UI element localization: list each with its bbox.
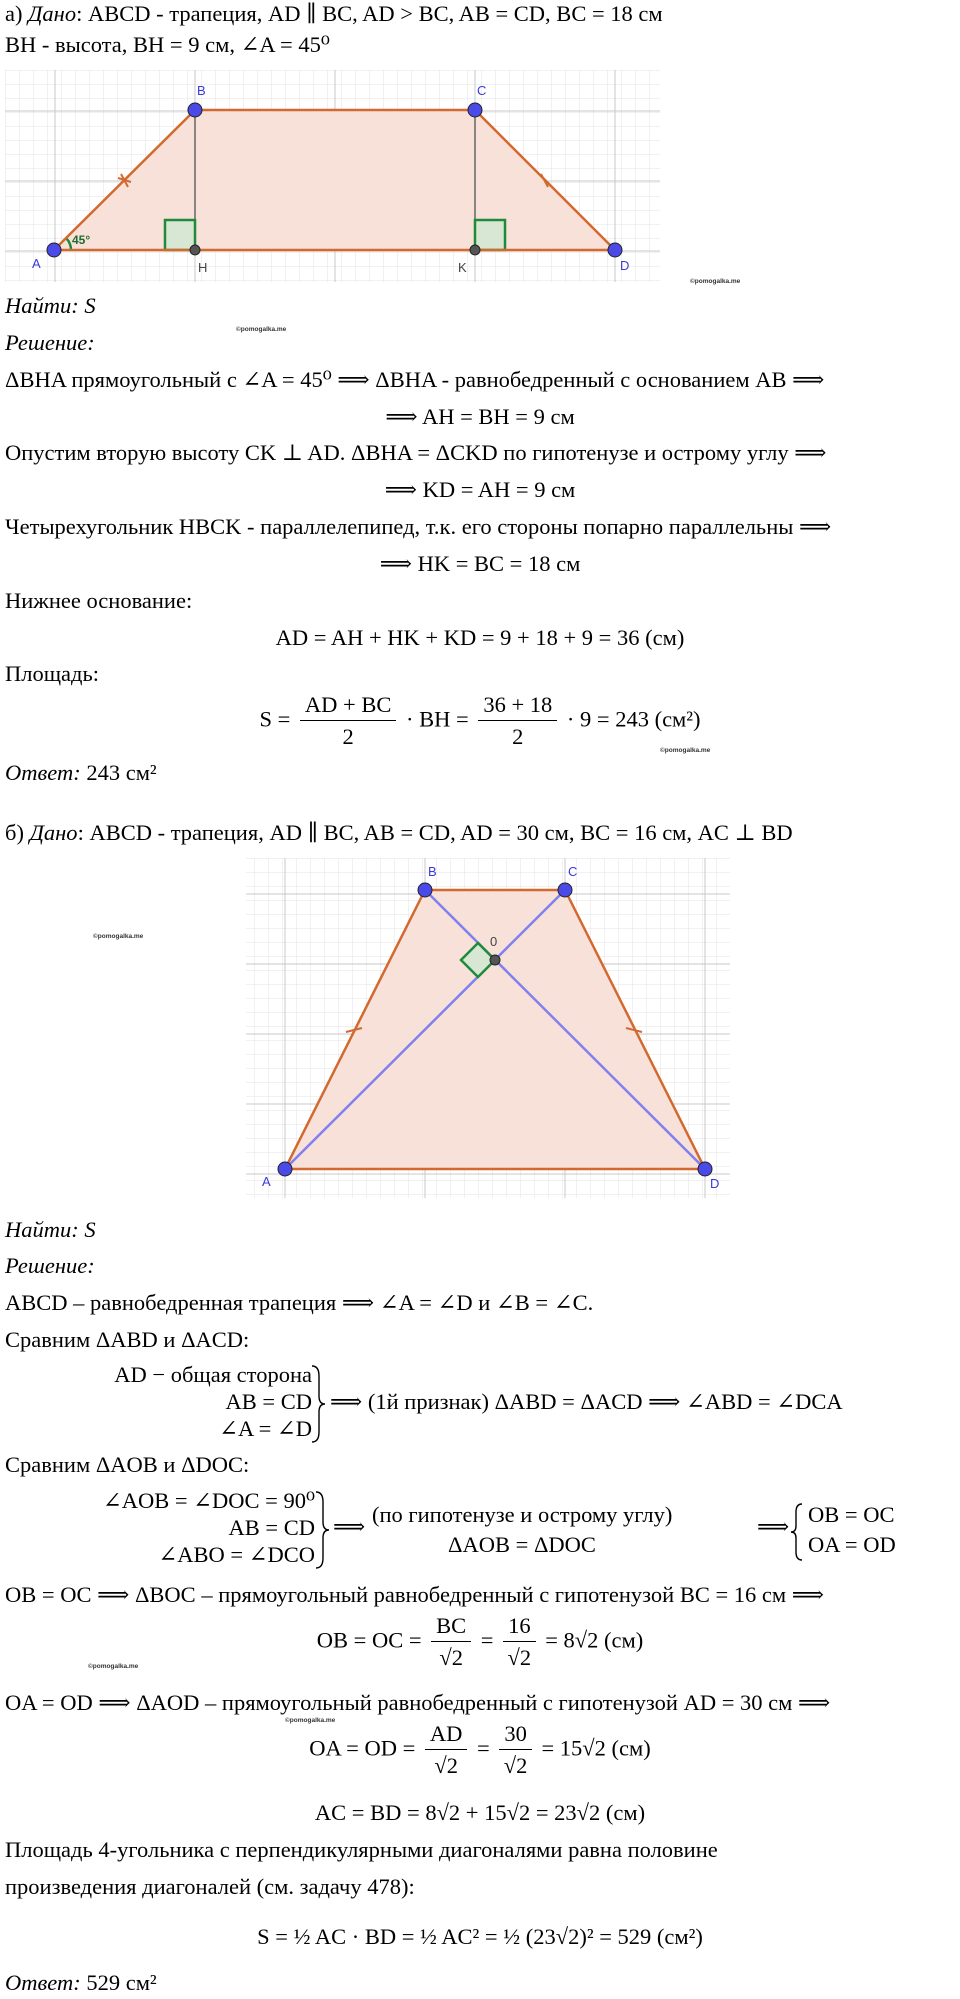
label-b-B: B <box>428 864 437 879</box>
watermark: ©pomogalka.me <box>236 326 287 333</box>
label-b-D: D <box>710 1176 720 1191</box>
ob-formula: OB = OC = $\frac{BC}{√2}$ = $\frac{16}{√2}$ = 8√2 (см) <box>316 1613 644 1670</box>
line-b-1: ABCD – равнобедренная трапеция ⟹ ∠A = ∠D и ∠B = ∠C. <box>5 1290 594 1315</box>
line-a-1: ΔBHA прямоугольный с ∠A = 45⁰ ⟹ ΔBHA - равнобедренный с основанием AB ⟹ <box>5 367 825 392</box>
given-a: а) Дано: ABCD - трапеция, AD ∥ BC, AD > BC, AB = CD, BC = 18 см <box>5 1 663 26</box>
label-b-A: A <box>262 1174 271 1189</box>
solution-b: Решение: <box>5 1253 95 1278</box>
system-2-res2: OA = OD <box>808 1532 896 1557</box>
ac-formula: AC = BD = 8√2 + 15√2 = 23√2 (см) <box>314 1800 646 1825</box>
system-1-result: ⟹ (1й признак) ΔABD = ΔACD ⟹ ∠ABD = ∠DCA <box>330 1389 843 1414</box>
label-a-angle: 45° <box>72 233 91 247</box>
watermark: ©pomogalka.me <box>285 1717 336 1724</box>
system-2-implies2: ⟹ <box>757 1514 790 1539</box>
solution-a: Решение: <box>5 330 95 355</box>
line-b-2: Сравним ΔABD и ΔACD: <box>5 1327 250 1352</box>
answer-b: Ответ: 529 см² <box>5 1970 157 1995</box>
system-2: ∠AOB = ∠DOC = 90⁰ AB = CD ∠ABO = ∠DCO <box>102 1488 315 1567</box>
answer-a: Ответ: 243 см² <box>5 760 157 785</box>
line-a-8: AD = AH + HK + KD = 9 + 18 + 9 = 36 (см) <box>275 625 685 650</box>
label-a-H: H <box>198 260 208 275</box>
system-1: AD − общая сторона AB = CD ∠A = ∠D <box>114 1362 312 1441</box>
figure-a <box>5 70 665 282</box>
system-2-implies: ⟹ <box>333 1514 366 1539</box>
label-a-B: B <box>197 83 206 98</box>
final-formula: S = ½ AC · BD = ½ AC² = ½ (23√2)² = 529 (см²) <box>257 1924 703 1949</box>
watermark: ©pomogalka.me <box>690 278 741 285</box>
line-a-4: ⟹ KD = AH = 9 см <box>384 477 576 502</box>
brace-right <box>314 1490 330 1570</box>
brace-right <box>310 1364 326 1444</box>
label-a-A: A <box>32 256 41 271</box>
line-b-5: OA = OD ⟹ ΔAOD – прямоугольный равнобедренный с гипотенузой AD = 30 см ⟹ <box>5 1690 831 1715</box>
figure-b <box>240 858 740 1198</box>
line-a-5: Четырехугольник HBCK - параллелепипед, т.к. его стороны попарно параллельны ⟹ <box>5 514 832 539</box>
system-2-mid1: (по гипотенузе и острому углу) <box>372 1502 673 1527</box>
system-2-res1: OB = OC <box>808 1502 895 1527</box>
given-b: б) Дано: ABCD - трапеция, AD ∥ BC, AB = CD, AD = 30 см, BC = 16 см, AC ⊥ BD <box>5 820 793 845</box>
line-b-7: произведения диагоналей (см. задачу 478): <box>5 1874 415 1899</box>
oa-formula: OA = OD = $\frac{AD}{√2}$ = $\frac{30}{√2}$ = 15√2 (см) <box>309 1721 651 1778</box>
line-a-9: Площадь: <box>5 661 99 686</box>
label-a-D: D <box>620 258 630 273</box>
line-a-3: Опустим вторую высоту CK ⊥ AD. ΔBHA = ΔCKD по гипотенузе и острому углу ⟹ <box>5 440 827 465</box>
line-b-4: OB = OC ⟹ ΔBOC – прямоугольный равнобедренный с гипотенузой BC = 16 см ⟹ <box>5 1582 825 1607</box>
line-b-3: Сравним ΔAOB и ΔDOC: <box>5 1452 250 1477</box>
label-a-K: K <box>458 260 467 275</box>
find-a: Найти: S <box>5 293 96 318</box>
label-b-C: C <box>568 864 578 879</box>
line-a-7: Нижнее основание: <box>5 588 193 613</box>
given-a-line2: BH - высота, BH = 9 см, ∠A = 45⁰ <box>5 32 330 57</box>
label-a-C: C <box>477 83 487 98</box>
find-b: Найти: S <box>5 1217 96 1242</box>
area-formula-a: S = $\frac{AD + BC}{2}$ · BH = $\frac{36 + 18}{2}$ · 9 = 243 (см²) <box>259 692 701 749</box>
watermark: ©pomogalka.me <box>660 747 711 754</box>
line-a-6: ⟹ HK = BC = 18 см <box>379 551 581 576</box>
watermark: ©pomogalka.me <box>93 933 144 940</box>
brace-left <box>790 1502 804 1562</box>
system-2-mid2: ΔAOB = ΔDOC <box>448 1532 596 1557</box>
label-b-O: 0 <box>490 934 498 949</box>
line-b-6: Площадь 4-угольника с перпендикулярными диагоналями равна половине <box>5 1837 718 1862</box>
line-a-2: ⟹ AH = BH = 9 см <box>385 404 575 429</box>
watermark: ©pomogalka.me <box>88 1663 139 1670</box>
